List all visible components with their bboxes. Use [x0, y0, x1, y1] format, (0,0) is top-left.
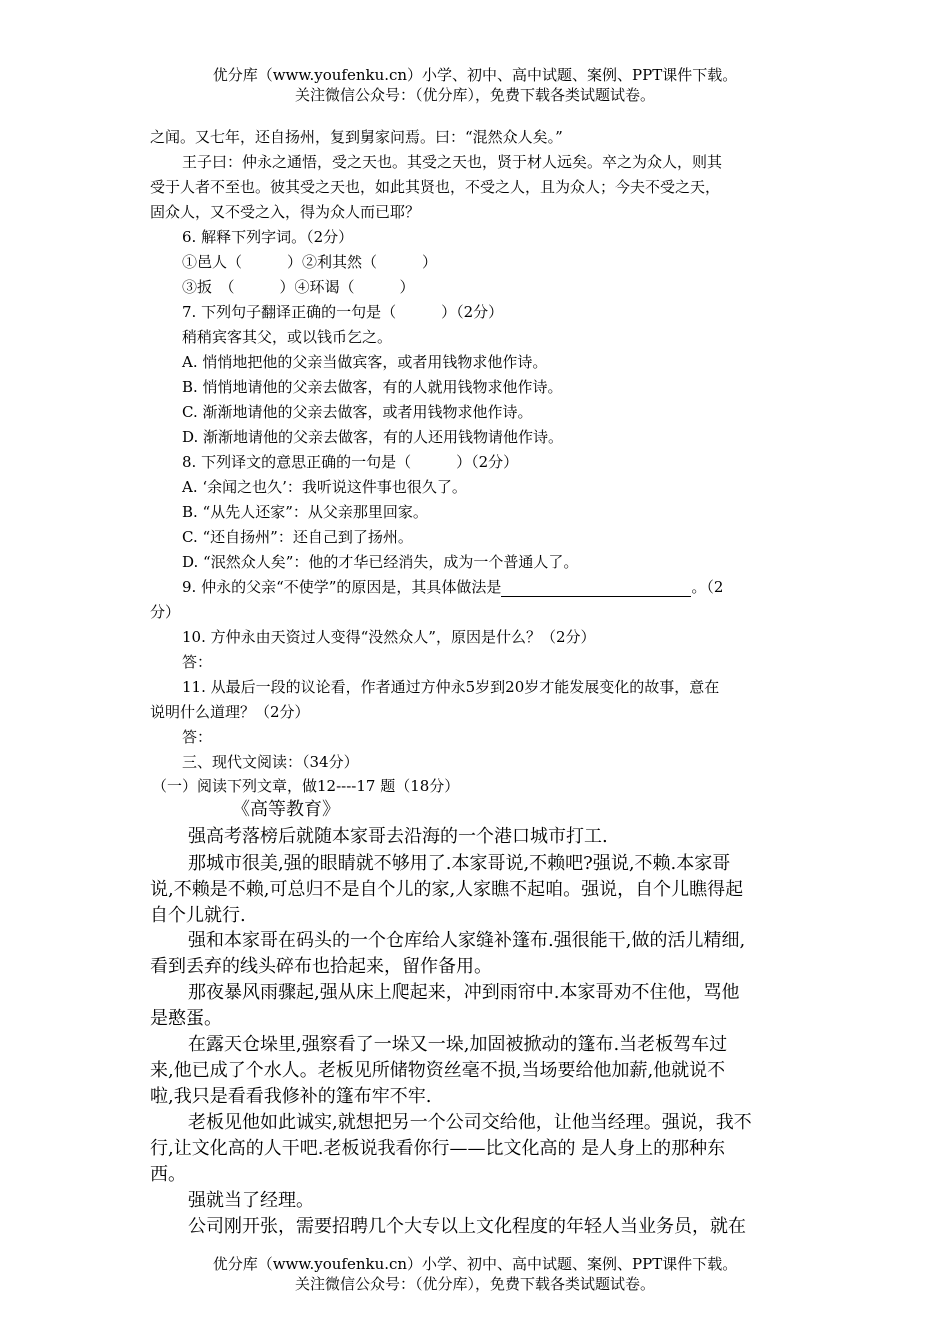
story-title: 《高等教育》 [232, 799, 340, 820]
story-line: 老板见他如此诚实,就想把另一个公司交给他，让他当经理。强说，我不 [188, 1112, 752, 1133]
story-line: 在露天仓垛里,强察看了一垛又一垛,加固被掀动的篷布.当老板驾车过 [188, 1034, 728, 1055]
story-line: 强就当了经理。 [188, 1190, 314, 1211]
passage-line: 固众人，又不受之入，得为众人而已耶？ [150, 203, 421, 221]
question-9 [182, 577, 723, 597]
story-line: 啦,我只是看看我修补的篷布牢不牢. [150, 1086, 432, 1107]
question-7-source: 稍稍宾客其父，或以钱币乞之。 [182, 328, 393, 346]
question-11: 11. 从最后一段的议论看，作者通过方仲永5岁到20岁才能发展变化的故事，意在 [182, 678, 720, 696]
answer-blank[interactable] [501, 580, 691, 597]
question-9-score: 。（2 [691, 578, 724, 596]
story-line: 说,不赖是不赖,可总归不是自个儿的家,人家瞧不起咱。强说，自个儿瞧得起 [150, 879, 744, 900]
question-8: 8. 下列译文的意思正确的一句是（ ）（2分） [182, 453, 519, 471]
question-7: 7. 下列句子翻译正确的一句是（ ）（2分） [182, 303, 504, 321]
section-subtitle: （一）阅读下列文章，做12----17 题（18分） [152, 777, 460, 795]
question-9-score-tail: 分） [150, 603, 181, 621]
footer-line-1: 优分库（www.youfenku.cn）小学、初中、高中试题、案例、PPT课件下载。 [212, 1255, 738, 1273]
passage-line: 之闻。又七年，还自扬州，复到舅家问焉。曰：“混然众人矣。” [150, 128, 563, 146]
header-line-2: 关注微信公众号：（优分库），免费下载各类试题试卷。 [294, 86, 655, 104]
story-line: 强高考落榜后就随本家哥去沿海的一个港口城市打工. [188, 826, 608, 847]
story-line: 看到丢弃的线头碎布也拾起来，留作备用。 [150, 956, 492, 977]
question-7-option-d: D. 渐渐地请他的父亲去做客，有的人还用钱物请他作诗。 [182, 428, 564, 446]
question-10: 10. 方仲永由天资过人变得“没然众人”，原因是什么？（2分） [182, 628, 596, 646]
story-line: 那夜暴风雨骤起,强从床上爬起来，冲到雨帘中.本家哥劝不住他，骂他 [188, 982, 740, 1003]
question-9-text: 9. 仲永的父亲“不使学”的原因是，其具体做法是 [182, 578, 502, 596]
passage-line: 受于人者不至也。彼其受之天也，如此其贤也，不受之人，且为众人；今夫不受之天， [150, 178, 721, 196]
story-line: 那城市很美,强的眼睛就不够用了.本家哥说,不赖吧?强说,不赖.本家哥 [188, 853, 731, 874]
question-7-option-a: A. 悄悄地把他的父亲当做宾客，或者用钱物求他作诗。 [182, 353, 548, 371]
question-7-option-c: C. 渐渐地请他的父亲去做客，或者用钱物求他作诗。 [182, 403, 533, 421]
question-8-option-b: B. “从先人还家”：从父亲那里回家。 [182, 503, 428, 521]
footer-line-2: 关注微信公众号：（优分库），免费下载各类试题试卷。 [294, 1275, 655, 1293]
story-line: 公司刚开张，需要招聘几个大专以上文化程度的年轻人当业务员，就在 [188, 1216, 746, 1237]
question-6-items-b: ③扳 （ ）④环谒（ ） [182, 278, 415, 296]
story-line: 西。 [150, 1164, 186, 1185]
question-8-option-c: C. “还自扬州”：还自己到了扬州。 [182, 528, 413, 546]
story-line: 自个儿就行. [150, 905, 246, 926]
answer-label: 答： [182, 728, 213, 746]
story-line: 是憨蛋。 [150, 1008, 222, 1029]
question-7-option-b: B. 悄悄地请他的父亲去做客，有的人就用钱物求他作诗。 [182, 378, 563, 396]
question-6: 6. 解释下列字词。（2分） [182, 228, 354, 246]
passage-line: 王子曰：仲永之通悟，受之天也。其受之天也，贤于材人远矣。卒之为众人，则其 [182, 153, 723, 171]
question-8-option-a: A. ‘余闻之也久’：我听说这件事也很久了。 [182, 478, 467, 496]
question-11-cont: 说明什么道理？（2分） [150, 703, 310, 721]
story-line: 来,他已成了个水人。老板见所储物资丝毫不损,当场要给他加薪,他就说不 [150, 1060, 726, 1081]
answer-label: 答： [182, 653, 213, 671]
question-6-items-a: ①邑人（ ）②利其然（ ） [182, 253, 438, 271]
story-line: 强和本家哥在码头的一个仓库给人家缝补篷布.强很能干,做的活儿精细, [188, 930, 746, 951]
question-8-option-d: D. “泯然众人矣”：他的才华已经消失，成为一个普通人了。 [182, 553, 579, 571]
story-line: 行,让文化高的人干吧.老板说我看你行——比文化高的 是人身上的那种东 [150, 1138, 726, 1159]
section-title: 三、现代文阅读：（34分） [182, 753, 359, 771]
header-line-1: 优分库（www.youfenku.cn）小学、初中、高中试题、案例、PPT课件下载。 [212, 66, 738, 84]
